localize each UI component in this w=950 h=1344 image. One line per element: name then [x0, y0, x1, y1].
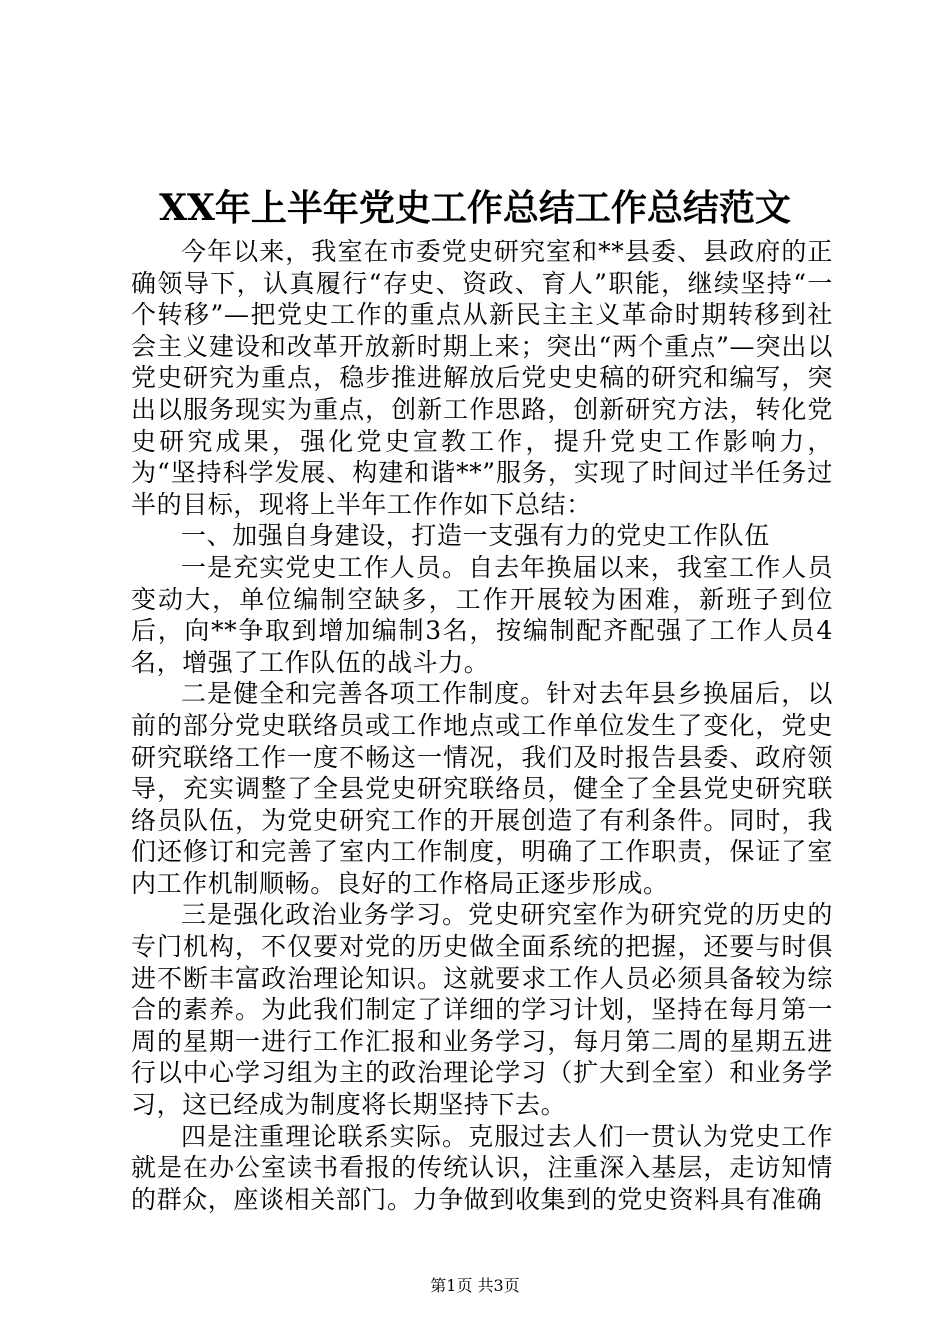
document-title: XX年上半年党史工作总结工作总结范文	[159, 187, 791, 229]
paragraph-staffing: 一是充实党史工作人员。自去年换届以来，我室工作人员变动大，单位编制空缺多，工作开展较为困难，新班子到位后，向**争取到增加编制3名，按编制配齐配强了工作人员4名，增强了工作队伍的战斗力。	[131, 552, 833, 677]
page-number: 第1页 共3页	[430, 1276, 520, 1295]
section-heading-1: 一、加强自身建设，打造一支强有力的党史工作队伍	[181, 521, 770, 551]
paragraph-study: 三是强化政治业务学习。党史研究室作为研究党的历史的专门机构，不仅要对党的历史做全面系统的把握，还要与时俱进不断丰富政治理论知识。这就要求工作人员必须具备较为综合的素养。为此我们制定了详细的学习计划，坚持在每月第一周的星期一进行工作汇报和业务学习，每月第二周的星期五进行以中心学习组为主的政治理论学习（扩大到全室）和业务学习，这已经成为制度将长期坚持下去。	[131, 900, 833, 1120]
paragraph-intro: 今年以来，我室在市委党史研究室和**县委、县政府的正确领导下，认真履行“存史、资政、育人”职能，继续坚持“一个转移”—把党史工作的重点从新民主主义革命时期转移到社会主义建设和改革开放新时期上来；突出“两个重点”—突出以党史研究为重点，稳步推进解放后党史史稿的研究和编写，突出以服务现实为重点，创新工作思路，创新研究方法，转化党史研究成果，强化党史宣教工作，提升党史工作影响力，为“坚持科学发展、构建和谐**”服务，实现了时间过半任务过半的目标，现将上半年工作作如下总结：	[131, 237, 833, 519]
paragraph-systems: 二是健全和完善各项工作制度。针对去年县乡换届后，以前的部分党史联络员或工作地点或工作单位发生了变化，党史研究联络工作一度不畅这一情况，我们及时报告县委、政府领导，充实调整了全县党史研究联络员，健全了全县党史研究联络员队伍，为党史研究工作的开展创造了有利条件。同时，我们还修订和完善了室内工作制度，明确了工作职责，保证了室内工作机制顺畅。良好的工作格局正逐步形成。	[131, 679, 833, 898]
document-body	[131, 236, 833, 1215]
paragraph-practice: 四是注重理论联系实际。克服过去人们一贯认为党史工作就是在办公室读书看报的传统认识，注重深入基层，走访知情的群众，座谈相关部门。力争做到收集到的党史资料具有准确	[131, 1121, 833, 1214]
